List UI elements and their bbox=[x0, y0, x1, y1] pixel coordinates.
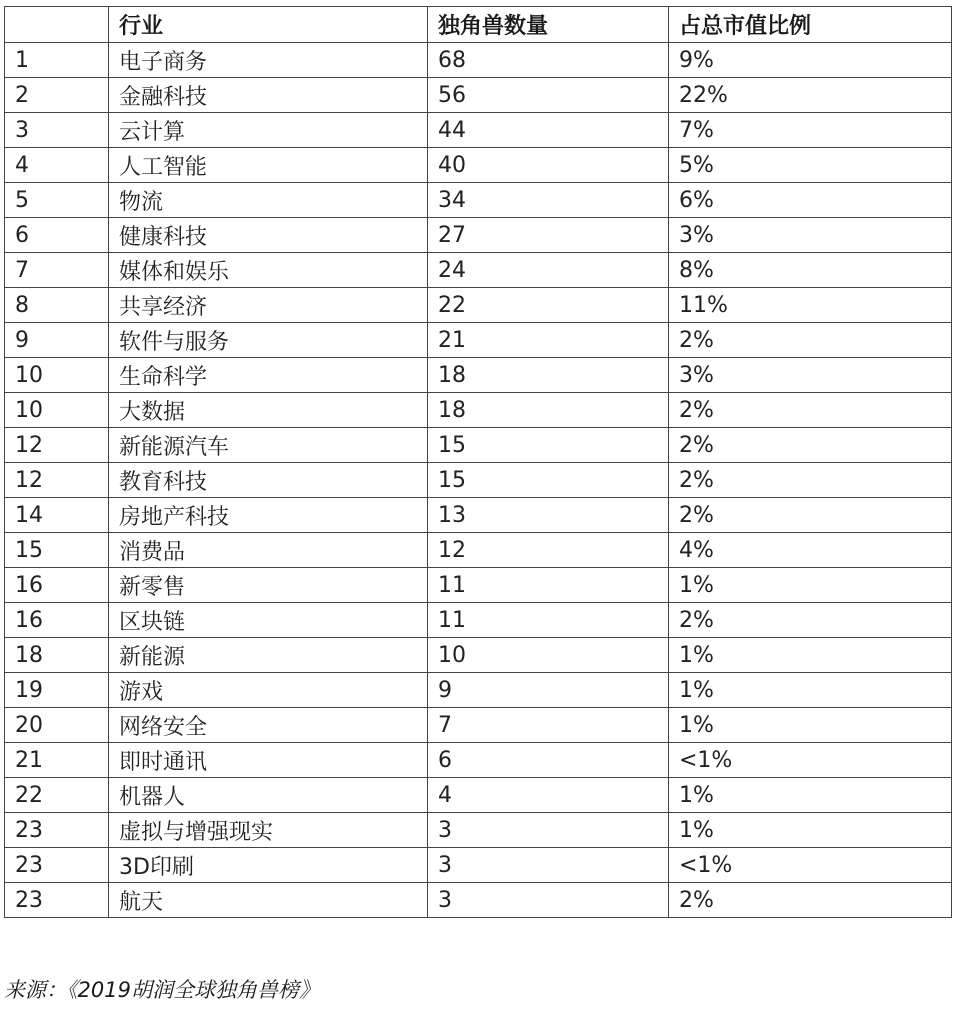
cell-rank: 3 bbox=[5, 113, 109, 148]
cell-unicorn-count: 22 bbox=[428, 288, 669, 323]
cell-industry: 媒体和娱乐 bbox=[109, 253, 428, 288]
table-row bbox=[5, 253, 952, 288]
cell-market-value-share: 1% bbox=[669, 813, 952, 848]
cell-market-value-share: 8% bbox=[669, 253, 952, 288]
cell-rank: 16 bbox=[5, 603, 109, 638]
cell-rank: 8 bbox=[5, 288, 109, 323]
table-row bbox=[5, 183, 952, 218]
cell-unicorn-count: 44 bbox=[428, 113, 669, 148]
cell-industry: 共享经济 bbox=[109, 288, 428, 323]
cell-industry: 虚拟与增强现实 bbox=[109, 813, 428, 848]
cell-market-value-share: 11% bbox=[669, 288, 952, 323]
table-row bbox=[5, 673, 952, 708]
cell-market-value-share: 22% bbox=[669, 78, 952, 113]
cell-market-value-share: 2% bbox=[669, 393, 952, 428]
cell-market-value-share: 2% bbox=[669, 498, 952, 533]
cell-rank: 10 bbox=[5, 393, 109, 428]
cell-unicorn-count: 7 bbox=[428, 708, 669, 743]
cell-industry: 金融科技 bbox=[109, 78, 428, 113]
cell-market-value-share: 4% bbox=[669, 533, 952, 568]
cell-rank: 23 bbox=[5, 813, 109, 848]
cell-unicorn-count: 21 bbox=[428, 323, 669, 358]
cell-industry: 机器人 bbox=[109, 778, 428, 813]
cell-market-value-share: 2% bbox=[669, 323, 952, 358]
cell-rank: 23 bbox=[5, 848, 109, 883]
cell-unicorn-count: 3 bbox=[428, 813, 669, 848]
table-row bbox=[5, 883, 952, 918]
cell-market-value-share: 2% bbox=[669, 463, 952, 498]
cell-market-value-share: <1% bbox=[669, 848, 952, 883]
cell-unicorn-count: 24 bbox=[428, 253, 669, 288]
cell-unicorn-count: 27 bbox=[428, 218, 669, 253]
table-row bbox=[5, 533, 952, 568]
table-row bbox=[5, 358, 952, 393]
cell-market-value-share: 3% bbox=[669, 218, 952, 253]
cell-market-value-share: 2% bbox=[669, 603, 952, 638]
cell-rank: 10 bbox=[5, 358, 109, 393]
cell-market-value-share: 2% bbox=[669, 883, 952, 918]
table-row bbox=[5, 498, 952, 533]
cell-industry: 大数据 bbox=[109, 393, 428, 428]
cell-market-value-share: 5% bbox=[669, 148, 952, 183]
cell-unicorn-count: 13 bbox=[428, 498, 669, 533]
cell-unicorn-count: 3 bbox=[428, 848, 669, 883]
cell-rank: 14 bbox=[5, 498, 109, 533]
cell-unicorn-count: 10 bbox=[428, 638, 669, 673]
cell-rank: 1 bbox=[5, 43, 109, 78]
cell-industry: 新零售 bbox=[109, 568, 428, 603]
cell-market-value-share: 1% bbox=[669, 568, 952, 603]
table-row bbox=[5, 113, 952, 148]
table-header-row bbox=[5, 7, 952, 43]
cell-market-value-share: 9% bbox=[669, 43, 952, 78]
cell-rank: 16 bbox=[5, 568, 109, 603]
cell-market-value-share: <1% bbox=[669, 743, 952, 778]
cell-industry: 新能源汽车 bbox=[109, 428, 428, 463]
cell-market-value-share: 1% bbox=[669, 673, 952, 708]
cell-industry: 教育科技 bbox=[109, 463, 428, 498]
cell-unicorn-count: 18 bbox=[428, 393, 669, 428]
cell-market-value-share: 1% bbox=[669, 638, 952, 673]
unicorn-table-container bbox=[4, 6, 952, 918]
table-row bbox=[5, 638, 952, 673]
cell-unicorn-count: 4 bbox=[428, 778, 669, 813]
cell-unicorn-count: 15 bbox=[428, 463, 669, 498]
table-row bbox=[5, 603, 952, 638]
cell-industry: 游戏 bbox=[109, 673, 428, 708]
table-row bbox=[5, 43, 952, 78]
cell-industry: 人工智能 bbox=[109, 148, 428, 183]
unicorn-industry-table bbox=[4, 6, 952, 918]
table-row bbox=[5, 778, 952, 813]
cell-unicorn-count: 11 bbox=[428, 603, 669, 638]
cell-unicorn-count: 68 bbox=[428, 43, 669, 78]
table-row bbox=[5, 323, 952, 358]
cell-unicorn-count: 56 bbox=[428, 78, 669, 113]
table-row bbox=[5, 78, 952, 113]
table-row bbox=[5, 148, 952, 183]
cell-rank: 5 bbox=[5, 183, 109, 218]
cell-industry: 消费品 bbox=[109, 533, 428, 568]
table-row bbox=[5, 288, 952, 323]
cell-industry: 房地产科技 bbox=[109, 498, 428, 533]
cell-industry: 云计算 bbox=[109, 113, 428, 148]
cell-industry: 物流 bbox=[109, 183, 428, 218]
cell-market-value-share: 1% bbox=[669, 778, 952, 813]
table-row bbox=[5, 463, 952, 498]
cell-industry: 软件与服务 bbox=[109, 323, 428, 358]
cell-industry: 生命科学 bbox=[109, 358, 428, 393]
header-market-value-share: 占总市值比例 bbox=[669, 7, 952, 43]
cell-rank: 18 bbox=[5, 638, 109, 673]
cell-industry: 3D印刷 bbox=[109, 848, 428, 883]
table-row bbox=[5, 218, 952, 253]
table-row bbox=[5, 813, 952, 848]
cell-market-value-share: 6% bbox=[669, 183, 952, 218]
source-note: 来源：《2019胡润全球独角兽榜》 bbox=[4, 978, 320, 1002]
cell-rank: 4 bbox=[5, 148, 109, 183]
cell-unicorn-count: 12 bbox=[428, 533, 669, 568]
cell-industry: 即时通讯 bbox=[109, 743, 428, 778]
cell-market-value-share: 2% bbox=[669, 428, 952, 463]
cell-rank: 23 bbox=[5, 883, 109, 918]
cell-unicorn-count: 15 bbox=[428, 428, 669, 463]
table-row bbox=[5, 848, 952, 883]
cell-rank: 9 bbox=[5, 323, 109, 358]
cell-unicorn-count: 6 bbox=[428, 743, 669, 778]
cell-market-value-share: 1% bbox=[669, 708, 952, 743]
cell-industry: 网络安全 bbox=[109, 708, 428, 743]
table-row bbox=[5, 743, 952, 778]
cell-rank: 20 bbox=[5, 708, 109, 743]
cell-unicorn-count: 40 bbox=[428, 148, 669, 183]
cell-unicorn-count: 3 bbox=[428, 883, 669, 918]
cell-industry: 新能源 bbox=[109, 638, 428, 673]
cell-market-value-share: 3% bbox=[669, 358, 952, 393]
header-industry: 行业 bbox=[109, 7, 428, 43]
cell-unicorn-count: 9 bbox=[428, 673, 669, 708]
table-row bbox=[5, 568, 952, 603]
cell-unicorn-count: 11 bbox=[428, 568, 669, 603]
cell-rank: 6 bbox=[5, 218, 109, 253]
cell-rank: 22 bbox=[5, 778, 109, 813]
cell-rank: 12 bbox=[5, 463, 109, 498]
table-row bbox=[5, 393, 952, 428]
cell-rank: 19 bbox=[5, 673, 109, 708]
cell-rank: 15 bbox=[5, 533, 109, 568]
cell-market-value-share: 7% bbox=[669, 113, 952, 148]
table-body bbox=[5, 43, 952, 918]
table-row bbox=[5, 708, 952, 743]
table-row bbox=[5, 428, 952, 463]
cell-unicorn-count: 34 bbox=[428, 183, 669, 218]
header-unicorn-count: 独角兽数量 bbox=[428, 7, 669, 43]
cell-industry: 区块链 bbox=[109, 603, 428, 638]
header-rank bbox=[5, 7, 109, 43]
cell-industry: 健康科技 bbox=[109, 218, 428, 253]
cell-rank: 21 bbox=[5, 743, 109, 778]
cell-unicorn-count: 18 bbox=[428, 358, 669, 393]
cell-industry: 航天 bbox=[109, 883, 428, 918]
cell-rank: 7 bbox=[5, 253, 109, 288]
cell-industry: 电子商务 bbox=[109, 43, 428, 78]
cell-rank: 12 bbox=[5, 428, 109, 463]
cell-rank: 2 bbox=[5, 78, 109, 113]
